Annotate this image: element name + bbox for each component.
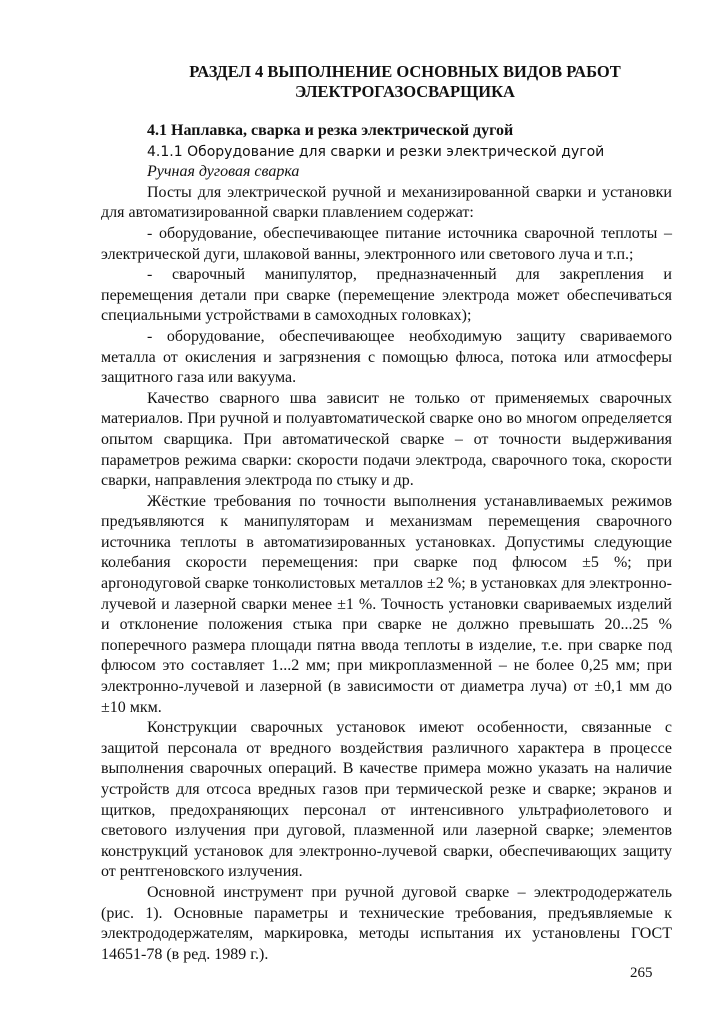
paragraph: Качество сварного шва зависит не только от применяемых сварочных материалов. При ручной и полуавтоматической сварке оно во многом определяется опытом сварщика. При автоматической сварке – от точности выдерживания параметров режима сварки: скорости подачи электрода, сварочного тока, скорости сварки, направления электрода по стыку и др.	[101, 389, 672, 490]
chapter-title-line-1: РАЗДЕЛ 4 ВЫПОЛНЕНИЕ ОСНОВНЫХ ВИДОВ РАБОТ	[189, 62, 621, 81]
subtopic-heading: Ручная дуговая сварка	[147, 163, 300, 181]
list-item: - сварочный манипулятор, предназначенный для закрепления и перемещения детали при сварке (перемещение электрода может обеспечиваться специальными устройствами в самоходных головках);	[101, 266, 672, 325]
list-item: - оборудование, обеспечивающее питание источника сварочной теплоты – электрической дуги, шлаковой ванны, электронного или светового луча и т.п.;	[101, 224, 672, 263]
paragraph: Посты для электрической ручной и механизированной сварки и установки для автоматизированной сварки плавлением содержат:	[101, 183, 672, 222]
document-body	[101, 121, 672, 965]
chapter-title	[100, 62, 680, 102]
paragraph: Конструкции сварочных установок имеют особенности, связанные с защитой персонала от вредного воздействия различного характера в процессе выполнения сварочных операций. В качестве примера можно указать на наличие устройств для отсоса вредных газов при термической резке и сварке; экранов и щитков, предохраняющих персонал от интенсивного ультрафиолетового и светового излучения при дуговой, плазменной или лазерной сварке; элементов конструкций установок для электронно-лучевой сварки, обеспечивающих защиту от рентгеновского излучения.	[101, 719, 672, 881]
paragraph: Жёсткие требования по точности выполнения устанавливаемых режимов предъявляются к манипуляторам и механизмам перемещения сварочного источника теплоты в автоматизированных установках. Допустимы следующие колебания скорости перемещения: при сварке под флюсом ±5 %; при аргонодуговой сварке тонколистовых металлов ±2 %; в установках для электронно-лучевой и лазерной сварки менее ±1 %. Точность установки свариваемых изделий и отклонение положения стыка при сварке не должно превышать 20...25 % поперечного размера площади пятна ввода теплоты в изделие, т.е. при сварке под флюсом это составляет 1...2 мм; при микроплазменной – не более 0,25 мм; при электронно-лучевой и лазерной (в зависимости от диаметра луча) от ±0,1 мм до ±10 мкм.	[101, 492, 672, 716]
section-heading: 4.1 Наплавка, сварка и резка электрической дугой	[147, 122, 514, 139]
paragraph: Основной инструмент при ручной дуговой сварке – электрододержатель (рис. 1). Основные параметры и технические требования, предъявляемые к электрододержателям, маркировка, методы испытания их установлены ГОСТ 14651-78 (в ред. 1989 г.).	[101, 883, 672, 963]
list-item: - оборудование, обеспечивающее необходимую защиту свариваемого металла от окисления и загрязнения с помощью флюса, потока или атмосферы защитного газа или вакуума.	[101, 327, 672, 387]
subsection-heading: 4.1.1 Оборудование для сварки и резки электрической дугой	[147, 143, 605, 160]
page-number: 265	[630, 965, 653, 981]
chapter-title-line-2: ЭЛЕКТРОГАЗОСВАРЩИКА	[295, 82, 515, 101]
